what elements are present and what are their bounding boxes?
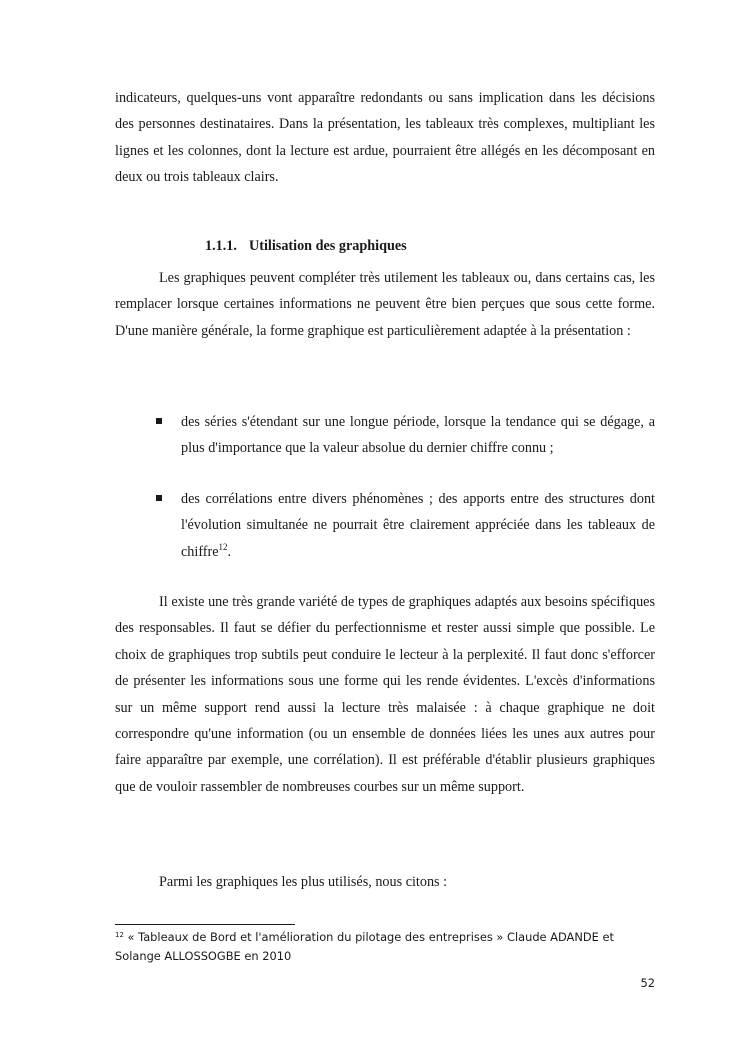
- body-paragraph-2: Les graphiques peuvent compléter très utilement les tableaux ou, dans certains cas, les remplacer lorsque certaines informations ne peuvent être bien perçues que sous cette forme. D'une manière générale, la forme graphique est particulièrement adaptée à la présentation :: [115, 270, 655, 339]
- footnote-text: « Tableaux de Bord et l'amélioration du pilotage des entreprises » Claude ADANDE et Solange ALLOSSOGBE en 2010: [115, 930, 614, 963]
- section-heading: [205, 233, 407, 259]
- page-number: 52: [640, 976, 655, 990]
- bullet-text-1: des séries s'étendant sur une longue période, lorsque la tendance qui se dégage, a plus d'importance que la valeur absolue du dernier chiffre connu ;: [181, 414, 655, 457]
- bullet-text-2: des corrélations entre divers phénomènes ; des apports entre des structures dont l'évolution simultanée ne pourrait être clairement appréciée dans les tableaux de chiffre: [181, 491, 655, 560]
- footnote-separator: [115, 924, 295, 925]
- body-paragraph-1: indicateurs, quelques-uns vont apparaître redondants ou sans implication dans les décisions des personnes destinataires. Dans la présentation, les tableaux très complexes, multipliant les lignes et les colonnes, dont la lecture est ardue, pourraient être allégés en les décomposant en deux ou trois tableaux clairs.: [115, 90, 655, 186]
- footnote: [115, 928, 660, 965]
- section-number: 1.1.1.: [205, 238, 237, 254]
- body-paragraph-3: Il existe une très grande variété de types de graphiques adaptés aux besoins spécifiques des responsables. Il faut se défier du perfectionnisme et rester aussi simple que possible. Le choix de graphiques trop subtils peut conduire le lecteur à la perplexité. Il faut donc s'efforcer de présenter les informations sous une forme qui les rende évidentes. L'excès d'informations sur un même support rend aussi la lecture très malaisée : à chaque graphique ne doit correspondre qu'une information (ou un ensemble de données liées les unes aux autres pour faire apparaître par exemple, une corrélation). Il est préférable d'établir plusieurs graphiques que de vouloir rassembler de nombreuses courbes sur un même support.: [115, 594, 655, 795]
- section-title: Utilisation des graphiques: [249, 238, 407, 254]
- footnote-reference[interactable]: 12: [218, 541, 228, 552]
- bullet-item-1: [181, 409, 655, 462]
- bullet-item-2: [181, 486, 655, 565]
- body-paragraph-4: Parmi les graphiques les plus utilisés, nous citons :: [159, 874, 448, 890]
- square-bullet-icon: [156, 495, 162, 501]
- square-bullet-icon: [156, 418, 162, 424]
- footnote-marker: 12: [115, 931, 124, 939]
- bullet-trailing-punctuation: .: [227, 543, 232, 560]
